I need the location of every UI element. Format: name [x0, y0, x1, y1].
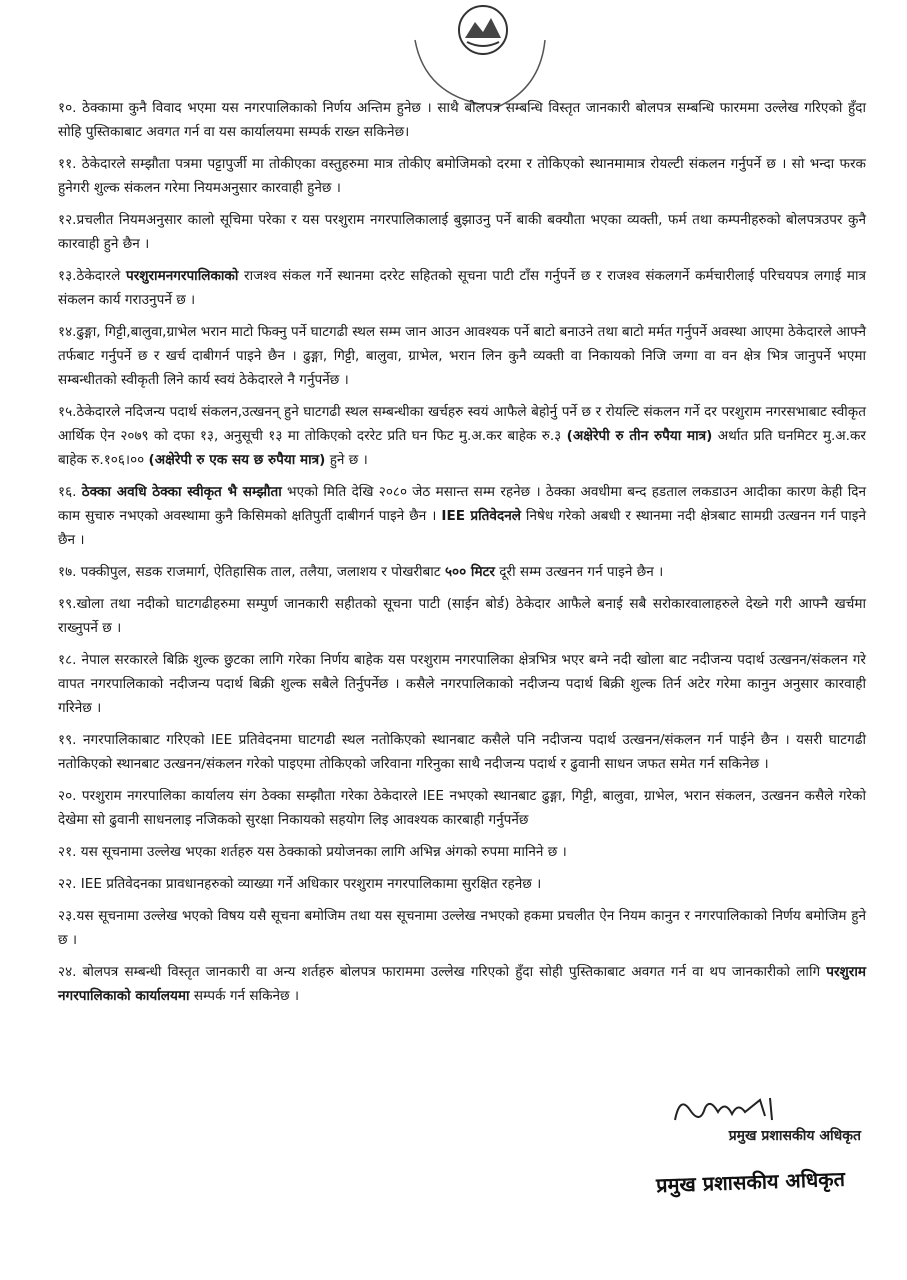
clause-item: [58, 960, 866, 1008]
clause-text: १४.ढुङ्गा, गिट्टी,बालुवा,ग्राभेल भरान माटो फिक्नु पर्ने घाटगढी स्थल सम्म जान आउन आवश्यक पर्ने बाटो बनाउने तथा बाटो मर्मत गर्नुपर्ने अवस्था आएमा ठेकेदारले आफ्नै तर्फबाट गर्नुपर्ने छ र खर्च दाबीगर्न पाइने छैन । ढुङ्गा, गिट्टी, बालुवा, ग्राभेल, भरान लिन कुनै व्यक्ती वा निकायको निजि जग्गा वा वन क्षेत्र भित्र जानुपर्ने भएमा सम्बन्धीतको स्वीकृती लिने कार्य स्वयं ठेकेदारले नै गर्नुपर्नेछ ।: [58, 324, 866, 388]
officer-title: प्रमुख प्रशासकीय अधिकृत: [728, 1128, 861, 1144]
clause-text: अर्थात प्रति घनमिटर मु.अ.कर बाहेक रु.१०६।००: [58, 428, 866, 468]
clause-text: निषेध गरेको अबधी र स्थानमा नदी क्षेत्रबाट सामग्री उत्खनन गर्न पाइने छैन ।: [58, 508, 866, 548]
clause-item: [58, 560, 866, 584]
clause-text: १८. नेपाल सरकारले बिक्रि शुल्क छुटका लागि गरेका निर्णय बाहेक यस परशुराम नगरपालिका क्षेत्रभित्र भएर बग्ने नदी खोला बाट नदीजन्य पदार्थ उत्खनन/संकलन गरे वापत नगरपालिकाको नदीजन्य पदार्थ बिक्री शुल्क सबैले तिर्नुपर्नेछ । कसैले नगरपालिकाको नदीजन्य पदार्थ बिक्री शुल्क तिर्न अटेर गरेमा कानुन अनुसार कारवाही गरिनेछ ।: [58, 652, 866, 716]
clause-emphasis: ठेक्का अवधि ठेक्का स्वीकृत भै सम्झौता: [81, 484, 282, 500]
clause-text: १३.ठेकेदारले: [58, 268, 126, 284]
clause-item: [58, 96, 866, 144]
clause-text: २१. यस सूचनामा उल्लेख भएका शर्तहरु यस ठेक्काको प्रयोजनका लागि अभिन्न अंगको रुपमा मानिने छ ।: [58, 844, 567, 860]
clause-item: [58, 904, 866, 952]
officer-stamp: प्रमुख प्रशासकीय अधिकृत: [655, 1166, 846, 1198]
clause-item: [58, 264, 866, 312]
clause-emphasis: ५०० मिटर: [444, 564, 495, 580]
clause-item: [58, 592, 866, 640]
clause-text: २३.यस सूचनामा उल्लेख भएको विषय यसै सूचना बमोजिम तथा यस सूचनामा उल्लेख नभएको हकमा प्रचलीत ऐन नियम कानुन र नगरपालिकाको निर्णय बमोजिम हुने छ ।: [58, 908, 866, 948]
handwritten-signature-icon: [670, 1090, 790, 1128]
clause-emphasis: (अक्षेरेपी रु एक सय छ रुपैया मात्र): [148, 452, 326, 468]
clause-item: [58, 152, 866, 200]
clause-item: [58, 320, 866, 392]
clauses-list: [58, 96, 866, 1016]
clause-text: सम्पर्क गर्न सकिनेछ ।: [189, 988, 300, 1004]
clause-text: हुने छ ।: [325, 452, 368, 468]
clause-text: २४. बोलपत्र सम्बन्धी विस्तृत जानकारी वा अन्य शर्तहरु बोलपत्र फाराममा उल्लेख गरिएको हुँदा सोही पुस्तिकाबाट अवगत गर्न वा थप जानकारीको लागि: [58, 964, 827, 980]
clause-emphasis: IEE प्रतिवेदनले: [441, 508, 521, 524]
clause-item: [58, 648, 866, 720]
clause-item: [58, 208, 866, 256]
clause-item: [58, 400, 866, 472]
clause-emphasis: परशुराम नगरपालिकाको कार्यालयमा: [58, 964, 866, 1004]
clause-item: [58, 480, 866, 552]
clause-emphasis: (अक्षेरेपी रु तीन रुपैया मात्र): [566, 428, 713, 444]
clause-text: २०. परशुराम नगरपालिका कार्यालय संग ठेक्का सम्झौता गरेका ठेकेदारले IEE नभएको स्थानबाट ढुङ्गा, गिट्टी, बालुवा, ग्राभेल, भरान संकलन, उत्खनन कसैले गरेको देखेमा सो ढुवानी साधनलाइ नजिकको सुरक्षा निकायको सहयोग लिइ आवश्यक कारबाही गर्नुपर्नेछ: [58, 788, 866, 828]
clause-item: [58, 728, 866, 776]
clause-text: भएको मिति देखि २०८० जेठ मसान्त सम्म रहनेछ । ठेक्का अवधीमा बन्द हडताल लकडाउन आदीका कारण केही दिन काम सुचारु नभएको अवस्थामा कुनै किसिमको क्षतिपुर्ती दाबीगर्न पाइने छैन ।: [58, 484, 866, 524]
clause-text: १६.: [58, 484, 82, 500]
clause-text: १९. नगरपालिकाबाट गरिएको IEE प्रतिवेदनमा घाटगढी स्थल नतोकिएको स्थानबाट कसैले पनि नदीजन्य पदार्थ उत्खनन/संकलन गर्न पाईने छैन । यसरी घाटगढी नतोकिएको स्थानबाट उत्खनन/संकलन गरेको पाइएमा तोकिएको जरिवाना गरिनुका साथै नदीजन्य पदार्थ र ढुवानी साधन जफत समेत गर्न सकिनेछ ।: [58, 732, 866, 772]
clause-text: १५.ठेकेदारले नदिजन्य पदार्थ संकलन,उत्खनन् हुने घाटगढी स्थल सम्बन्धीका खर्चहरु स्वयं आफैले बेहोर्नु पर्ने छ र रोयल्टि संकलन गर्ने दर परशुराम नगरसभाबाट स्वीकृत आर्थिक ऐन २०७९ को दफा १३, अनुसूची १३ मा तोकिएको दररेट प्रति घन फिट मु.अ.कर बाहेक रु.३: [58, 404, 866, 444]
clause-item: [58, 784, 866, 832]
clause-text: १२.प्रचलीत नियमअनुसार कालो सूचिमा परेका र यस परशुराम नगरपालिकालाई बुझाउनु पर्ने बाकी बक्यौता भएका व्यक्ती, फर्म तथा कम्पनीहरुको बोलपत्रउपर कुनै कारवाही हुने छैन ।: [58, 212, 866, 252]
clause-text: ११. ठेकेदारले सम्झौता पत्रमा पट्टापुर्जी मा तोकीएका वस्तुहरुमा मात्र तोकीए बमोजिमको दरमा र तोकिएको स्थानमामात्र रोयल्टी संकलन गर्नुपर्ने छ । सो भन्दा फरक हुनेगरी शुल्क संकलन गरेमा नियमअनुसार कारवाही हुनेछ ।: [58, 156, 866, 196]
clause-text: १७. पक्कीपुल, सडक राजमार्ग, ऐतिहासिक ताल, तलैया, जलाशय र पोखरीबाट: [58, 564, 445, 580]
clause-text: राजश्व संकल गर्ने स्थानमा दररेट सहितको सूचना पाटी टाँस गर्नुपर्ने छ र राजश्व संकलगर्ने कर्मचारीलाई परिचयपत्र लगाई मात्र संकलन कार्य गराउनुपर्ने छ ।: [58, 268, 866, 308]
clause-item: [58, 872, 866, 896]
signature-block: [615, 1090, 865, 1270]
clause-text: १०. ठेक्कामा कुनै विवाद भएमा यस नगरपालिकाको निर्णय अन्तिम हुनेछ । साथै बोलपत्र सम्बन्धि विस्तृत जानकारी बोलपत्र सम्बन्धि फारममा उल्लेख गरिएको हुँदा सोहि पुस्तिकाबाट अवगत गर्न वा यस कार्यालयमा सम्पर्क राख्न सकिनेछ।: [58, 100, 866, 140]
clause-emphasis: परशुरामनगरपालिकाको: [125, 268, 239, 284]
clause-text: १९.खोला तथा नदीको घाटगढीहरुमा सम्पुर्ण जानकारी सहीतको सूचना पाटी (साईन बोर्ड) ठेकेदार आफैले बनाई सबै सरोकारवालाहरुले देख्ने गरी आफ्नै खर्चमा राख्नुपर्ने छ ।: [58, 596, 866, 636]
clause-text: २२. IEE प्रतिवेदनका प्रावधानहरुको व्याख्या गर्ने अधिकार परशुराम नगरपालिकामा सुरक्षित रहनेछ ।: [58, 876, 542, 892]
clause-text: दूरी सम्म उत्खनन गर्न पाइने छैन ।: [494, 564, 664, 580]
clause-item: [58, 840, 866, 864]
